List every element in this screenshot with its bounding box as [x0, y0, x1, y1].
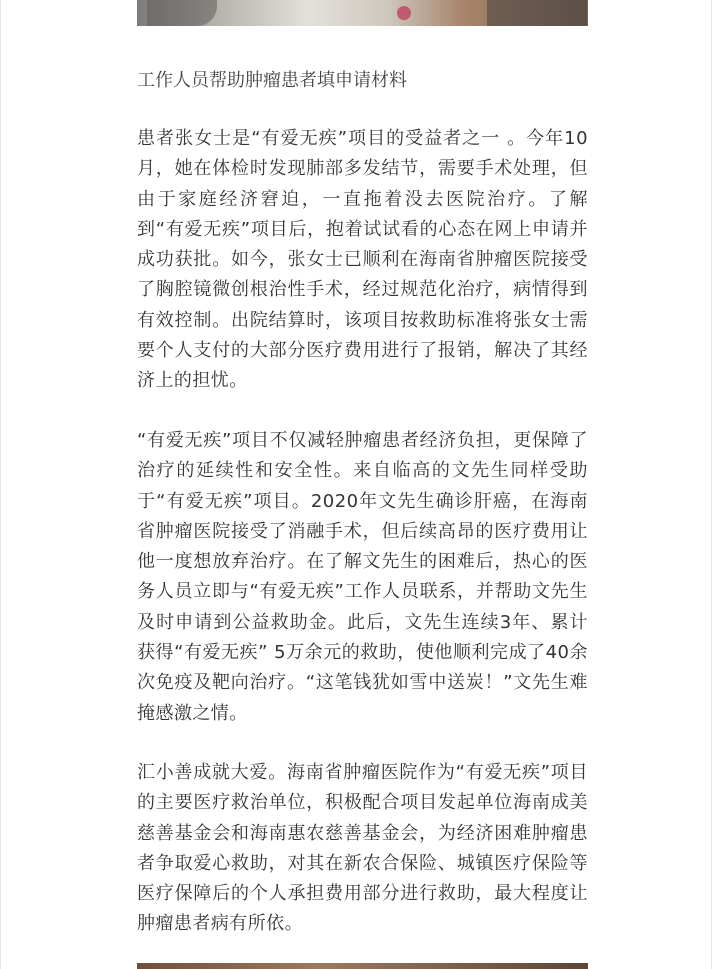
article-photo-bottom: [137, 963, 588, 969]
article-paragraph: “有爱无疾”项目不仅减轻肿瘤患者经济负担，更保障了治疗的延续性和安全性。来自临高的文先生同样受助于“有爱无疾”项目。2020年文先生确诊肝癌，在海南省肿瘤医院接受了消融手术，但后续高昂的医疗费用让他一度想放弃治疗。在了解文先生的困难后，热心的医务人员立即与“有爱无疾”工作人员联系，并帮助文先生及时申请到公益救助金。此后，文先生连续3年、累计获得“有爱无疾” 5万余元的救助，使他顺利完成了40余次免疫及靶向治疗。“这笔钱犹如雪中送炭！”文先生难掩感激之情。: [137, 430, 588, 724]
article-photo-top: [137, 0, 588, 26]
article-paragraph: 患者张女士是“有爱无疾”项目的受益者之一 。今年10月，她在体检时发现肺部多发结节，需要手术处理，但由于家庭经济窘迫，一直拖着没去医院治疗。了解到“有爱无疾”项目后，抱着试试看的心态在网上申请并成功获批。如今，张女士已顺利在海南省肿瘤医院接受了胸腔镜微创根治性手术，经过规范化治疗，病情得到有效控制。出院结算时，该项目按救助标准将张女士需要个人支付的大部分医疗费用进行了报销，解决了其经济上的担忧。: [137, 128, 588, 392]
photo-caption: 工作人员帮助肿瘤患者填申请材料: [137, 70, 407, 91]
page-border-left: [0, 0, 1, 969]
article-paragraph: 汇小善成就大爱。海南省肿瘤医院作为“有爱无疾”项目的主要医疗救治单位，积极配合项目发起单位海南成美慈善基金会和海南惠农慈善基金会，为经济困难肿瘤患者争取爱心救助，对其在新农合保险、城镇医疗保险等医疗保障后的个人承担费用部分进行救助，最大程度让肿瘤患者病有所依。: [137, 762, 588, 935]
